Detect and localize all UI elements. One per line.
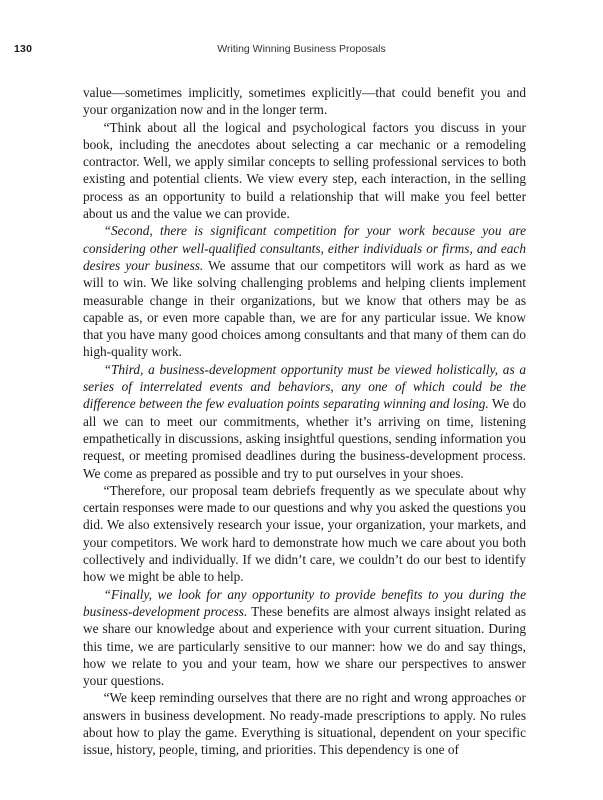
paragraph-proposal-debriefs [83,482,526,586]
paragraph-italic-lead: “Third, a business-development opportunity must be viewed holistically, as a series of interrelated events and behaviors, any one of which could be the difference between the few evaluation points separating winning and losing. [83,361,526,412]
page-number: 130 [14,43,33,55]
paragraph-text: “Think about all the logical and psychological factors you discuss in your book, including the anecdotes about selecting a car mechanic or a remodeling contractor. Well, we apply similar concepts to selling professional services to both existing and potential clients. We view every step, each interaction, in the selling process as an opportunity to build a relationship that will make you feel better about us and the value we can provide. [83,119,526,222]
running-header [0,43,603,59]
paragraph-finally-benefits [83,586,526,690]
paragraph-text: value—sometimes implicitly, sometimes explicitly—that could benefit you and your organization now and in the longer term. [83,85,526,118]
paragraph-logical-factors [83,119,526,223]
paragraph-text: “We keep reminding ourselves that there are no right and wrong approaches or answers in business development. No ready-made prescriptions to apply. No rules about how to play the game. Everything is situational, dependent on your specific issue, history, people, timing, and priorities. This dependency is one of [83,690,526,758]
paragraph-text: “Therefore, our proposal team debriefs frequently as we speculate about why certain responses were made to our questions and why you asked the questions you did. We also extensively research your issue, your organization, your markets, and your competitors. We work hard to demonstrate how much we care about you both collectively and individually. If we didn’t care, we couldn’t do our best to identify how we might be able to help. [83,482,526,585]
paragraph-continuation [83,84,526,119]
book-title: Writing Winning Business Proposals [217,43,386,55]
paragraph-no-right-wrong [83,689,526,758]
paragraph-second-competition [83,222,526,360]
paragraph-italic-lead: “Finally, we look for any opportunity to provide benefits to you during the business-development process. [83,586,526,619]
paragraph-text: These benefits are almost always insight related as we share our knowledge about and experience with your current situation. During this time, we are particularly sensitive to our manner: how we do and say things, how we relate to you and your team, how we share our perspectives to answer your questions. [83,603,526,689]
paragraph-italic-lead: “Second, there is significant competition for your work because you are considering other well-qualified consultants, either individuals or firms, and each desires your business. [83,223,526,273]
paragraph-text: We do all we can to meet our commitments, whether it’s arriving on time, listening empathetically in discussions, asking insightful questions, sending information you request, or meeting promised deadlines during the business-development process. We come as prepared as possible and try to put ourselves in your shoes. [83,396,527,481]
paragraph-third-holistic [83,361,526,482]
body-text [83,84,526,759]
paragraph-text: We assume that our competitors will work as hard as we will to win. We like solving challenging problems and helping clients implement measurable change in their organizations, but we know that others may be as capable as, or even more capable than, we are for any particular issue. We know that you have many good choices among consultants and that many of them can do high-quality work. [83,257,526,360]
